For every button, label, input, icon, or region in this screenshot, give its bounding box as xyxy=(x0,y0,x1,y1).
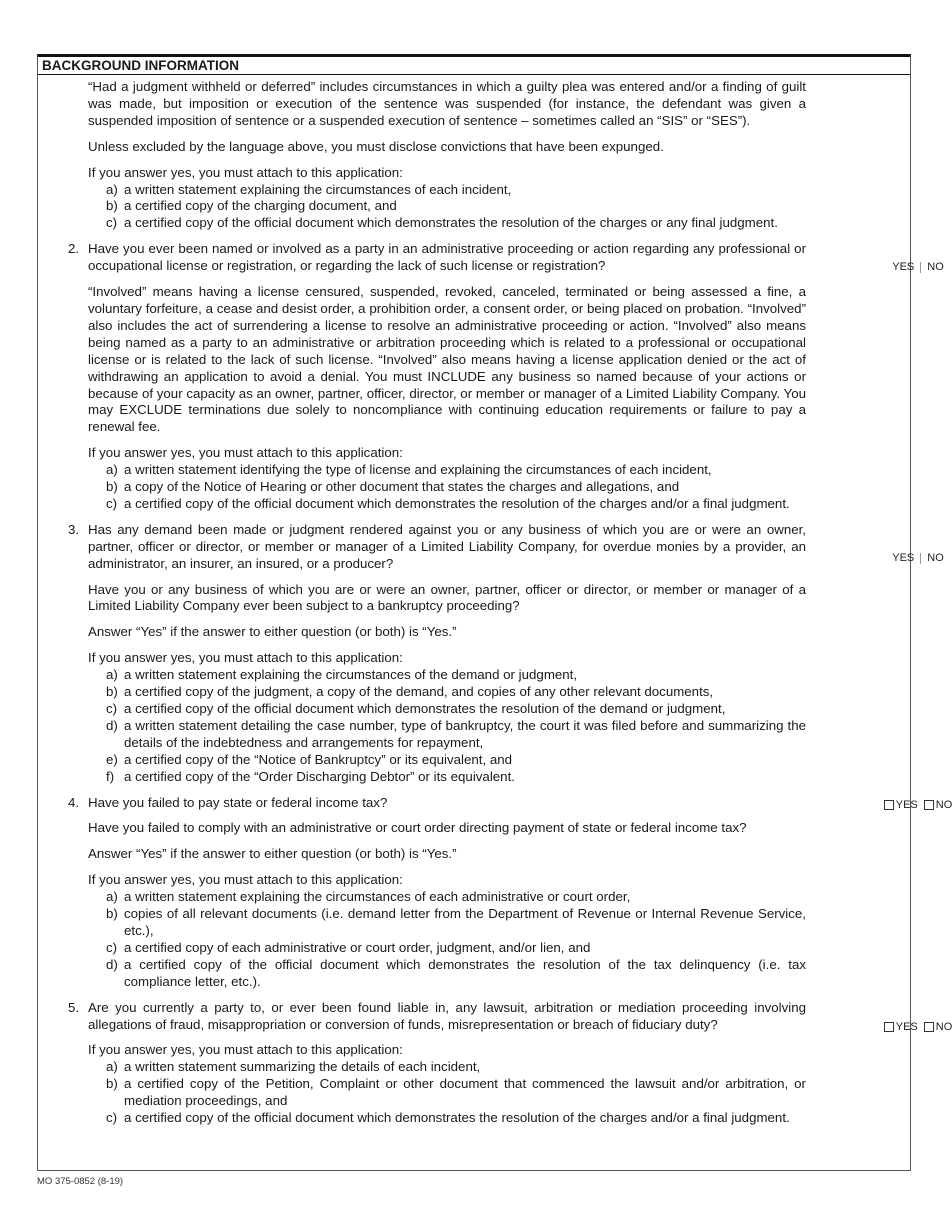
list-item: a) a written statement explaining the circumstances of each administrative or court order, xyxy=(106,889,631,905)
bankruptcy-question: Have you or any business of which you are or were an owner, partner, officer or director, or member or manager of a Limited Liability Company ever been subject to a bankruptcy proceeding? xyxy=(88,581,806,614)
attachment-list xyxy=(106,667,806,785)
section-content xyxy=(38,79,952,1127)
form-number: MO 375-0852 (8-19) xyxy=(37,1176,124,1187)
list-item: b) copies of all relevant documents (i.e. demand letter from the Department of Revenue or Internal Revenue Service, etc.), xyxy=(106,906,806,938)
judgment-withheld-definition: “Had a judgment withheld or deferred” includes circumstances in which a guilty plea was entered and/or a finding of guilt was made, but imposition or execution of the sentence was suspended (for instance, the defendant was given a suspended imposition of sentence or a suspended execution of sentence – sometimes called an “SIS” or “SES”). xyxy=(88,79,806,128)
list-item: b) a certified copy of the Petition, Complaint or other document that commenced the lawsuit and/or arbitration, or mediation proceedings, and xyxy=(106,1076,806,1109)
yes-checkbox[interactable]: YES xyxy=(884,797,918,814)
checkbox-icon[interactable] xyxy=(884,800,894,810)
question-text: Have you failed to pay state or federal income tax? xyxy=(88,794,388,810)
list-item: a) a written statement explaining the circumstances of each incident, xyxy=(106,181,512,197)
yes-option[interactable]: YES xyxy=(892,261,915,274)
either-question-note: Answer “Yes” if the answer to either question (or both) is “Yes.” xyxy=(88,624,457,640)
list-item: e) a certified copy of the “Notice of Bankruptcy” or its equivalent, and xyxy=(106,751,513,767)
no-checkbox[interactable]: NO xyxy=(924,1019,952,1036)
list-item: b) a certified copy of the charging document, and xyxy=(106,198,397,214)
list-item: d) a certified copy of the official document which demonstrates the resolution of the tax delinquency (i.e. tax compliance letter, etc.). xyxy=(106,956,806,989)
either-question-note: Answer “Yes” if the answer to either question (or both) is “Yes.” xyxy=(88,846,457,862)
question-3 xyxy=(68,521,944,573)
yes-option[interactable]: YES xyxy=(892,551,915,564)
involved-definition: “Involved” means having a license censured, suspended, revoked, canceled, terminated or being assessed a fine, a voluntary forfeiture, a cease and desist order, a prohibition order, a consent order, or being placed on probation. “Involved” also includes the act of surrendering a license to resolve an administrative proceeding or action. “Involved” also means being named as a party to an administrative or arbitration proceeding which is related to a professional or occupational license or is related to the lack of such license. “Involved” also means having a license application denied or the act of withdrawing an application to avoid a denial. You must INCLUDE any business so named because of your actions or because of your capacity as an owner, partner, officer, director, or member or manager of a Limited Liability Company. You may EXCLUDE terminations due solely to noncompliance with continuing education requirements or failure to pay a renewal fee. xyxy=(88,284,806,435)
no-option[interactable]: NO xyxy=(927,551,944,564)
question-2 xyxy=(68,241,944,275)
list-item: c) a certified copy of the official document which demonstrates the resolution of the charges or any final judgment. xyxy=(106,215,778,231)
attach-instruction: If you answer yes, you must attach to this application: xyxy=(88,872,403,888)
section-title: BACKGROUND INFORMATION xyxy=(38,57,910,75)
question-number: 2. xyxy=(68,241,80,257)
list-item: a) a written statement identifying the type of license and explaining the circumstances of each incident, xyxy=(106,462,712,478)
list-item: f) a certified copy of the “Order Discharging Debtor” or its equivalent. xyxy=(106,768,515,784)
question-text: Has any demand been made or judgment rendered against you or any business of which you are or were an owner, partner, officer or director, or member or manager of a Limited Liability Company, for overdue monies by a provider, an administrator, an insurer, an insured, or a producer? xyxy=(88,521,806,571)
background-information-section xyxy=(37,54,952,1171)
attachment-list xyxy=(106,1059,806,1127)
list-item: b) a certified copy of the judgment, a copy of the demand, and copies of any other relevant documents, xyxy=(106,684,714,700)
attach-instruction: If you answer yes, you must attach to this application: xyxy=(88,650,403,666)
divider xyxy=(920,553,921,564)
list-item: d) a written statement detailing the case number, type of bankruptcy, the court it was filed before and summarizing the details of the indebtedness and arrangements for repayment, xyxy=(106,717,806,750)
yes-no-options xyxy=(884,550,952,567)
question-number: 3. xyxy=(68,521,80,537)
attachment-list xyxy=(106,462,806,513)
attachment-list xyxy=(106,889,806,990)
yes-no-options xyxy=(884,259,952,276)
no-checkbox[interactable]: NO xyxy=(924,797,952,814)
yes-no-checkboxes xyxy=(884,1019,952,1036)
yes-no-checkboxes xyxy=(884,797,952,814)
question-number: 5. xyxy=(68,999,80,1015)
question-4 xyxy=(68,794,952,812)
question-text: Have you ever been named or involved as a party in an administrative proceeding or action regarding any professional or occupational license or registration, or regarding the lack of such license or registration? xyxy=(88,241,806,274)
list-item: a) a written statement explaining the circumstances of the demand or judgment, xyxy=(106,667,578,683)
attach-instruction: If you answer yes, you must attach to this application: xyxy=(88,445,403,461)
tax-order-question: Have you failed to comply with an administrative or court order directing payment of state or federal income tax? xyxy=(88,820,747,836)
checkbox-icon[interactable] xyxy=(924,800,934,810)
list-item: a) a written statement summarizing the details of each incident, xyxy=(106,1059,481,1075)
list-item: b) a copy of the Notice of Hearing or other document that states the charges and allegations, and xyxy=(106,479,680,495)
expunged-note: Unless excluded by the language above, you must disclose convictions that have been expunged. xyxy=(88,138,664,154)
list-item: c) a certified copy of the official document which demonstrates the resolution of the charges and/or a final judgment. xyxy=(106,1110,790,1126)
no-option[interactable]: NO xyxy=(927,261,944,274)
yes-checkbox[interactable]: YES xyxy=(884,1019,918,1036)
checkbox-icon[interactable] xyxy=(884,1022,894,1032)
list-item: c) a certified copy of the official document which demonstrates the resolution of the demand or judgment, xyxy=(106,701,726,716)
attach-instruction: If you answer yes, you must attach to this application: xyxy=(88,1042,403,1058)
attach-instruction: If you answer yes, you must attach to this application: xyxy=(88,164,403,180)
attachment-list xyxy=(106,182,806,233)
question-5 xyxy=(68,999,952,1034)
list-item: c) a certified copy of each administrative or court order, judgment, and/or lien, and xyxy=(106,939,591,955)
question-number: 4. xyxy=(68,794,80,810)
divider xyxy=(920,262,921,273)
checkbox-icon[interactable] xyxy=(924,1022,934,1032)
question-text: Are you currently a party to, or ever been found liable in, any lawsuit, arbitration or mediation proceeding involving allegations of fraud, misappropriation or conversion of funds, misrepresentation or breach of fiduciary duty? xyxy=(88,999,806,1032)
list-item: c) a certified copy of the official document which demonstrates the resolution of the charges and/or a final judgment. xyxy=(106,495,790,511)
